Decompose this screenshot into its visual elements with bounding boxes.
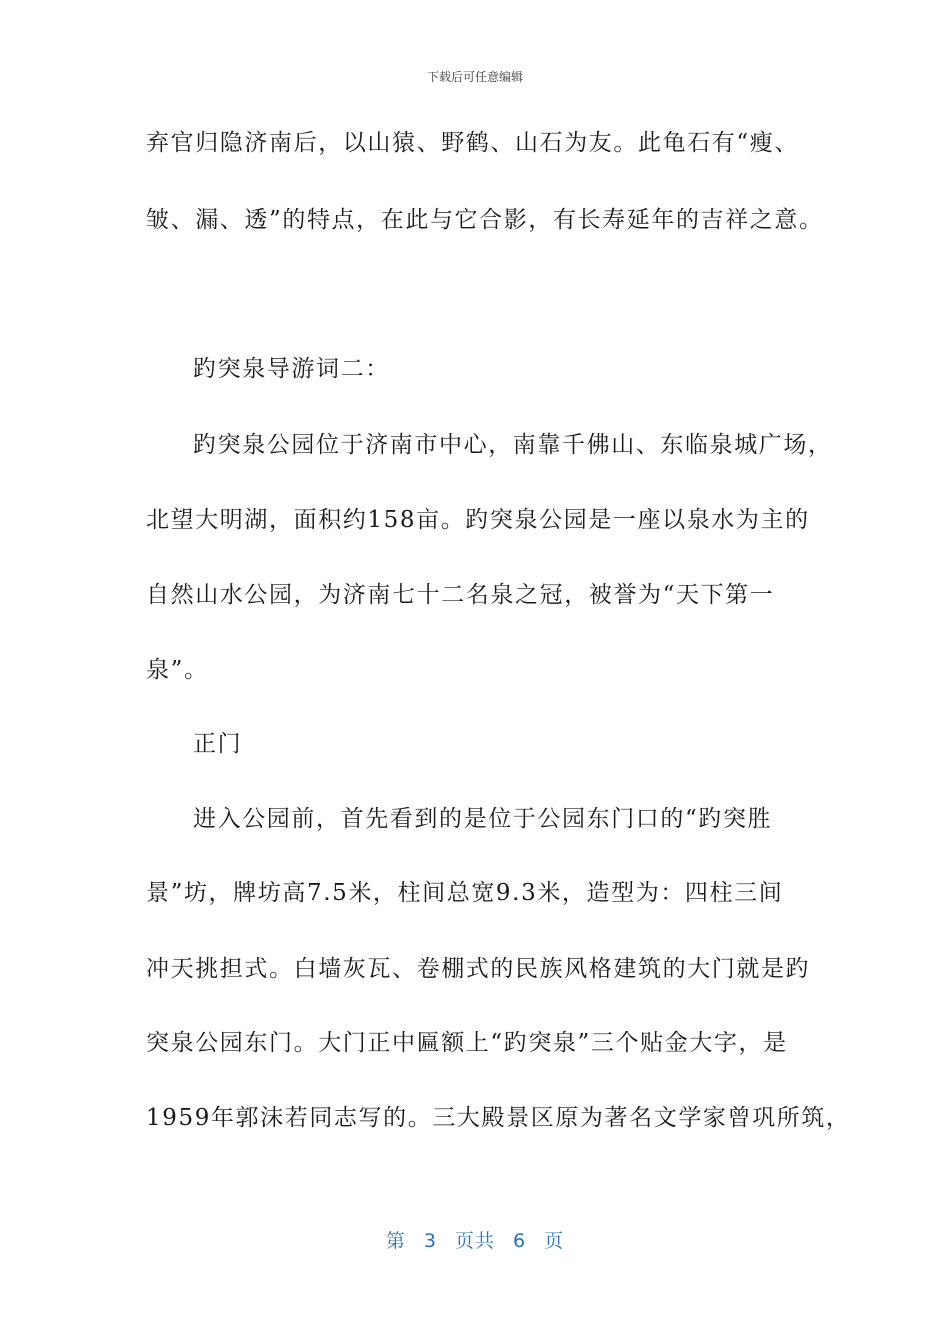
page-prefix: 第	[385, 1230, 406, 1252]
paragraph-line: 北望大明湖，面积约158亩。趵突泉公园是一座以泉水为主的	[146, 507, 810, 533]
section-heading: 趵突泉导游词二：	[193, 356, 390, 382]
current-page-number: 3	[423, 1230, 437, 1252]
paragraph-line: 趵突泉公园位于济南市中心，南靠千佛山、东临泉城广场，	[193, 432, 833, 458]
paragraph-line: 弃官归隐济南后，以山猿、野鹤、山石为友。此龟石有“瘦、	[146, 130, 799, 156]
header-note: 下载后可任意编辑	[426, 70, 523, 84]
paragraph-line: 1959年郭沫若同志写的。三大殿景区原为著名文学家曾巩所筑，	[146, 1105, 851, 1131]
subsection-heading: 正门	[193, 731, 243, 757]
paragraph-line: 突泉公园东门。大门正中匾额上“趵突泉”三个贴金大字，是	[146, 1030, 788, 1056]
paragraph-line: 皱、漏、透”的特点，在此与它合影，有长寿延年的吉祥之意。	[146, 207, 824, 233]
total-pages-number: 6	[513, 1230, 527, 1252]
paragraph-line: 自然山水公园，为济南七十二名泉之冠，被誉为“天下第一	[146, 582, 775, 608]
paragraph-line: 进入公园前，首先看到的是位于公园东门口的“趵突胜	[193, 806, 773, 832]
page-suffix: 页	[544, 1230, 565, 1252]
page-mid: 页共	[454, 1230, 495, 1252]
paragraph-line: 冲天挑担式。白墙灰瓦、卷棚式的民族风格建筑的大门就是趵	[146, 956, 811, 982]
page-footer	[0, 1226, 950, 1253]
paragraph-line: 景”坊，牌坊高7.5米，柱间总宽9.3米，造型为：四柱三间	[146, 880, 784, 906]
paragraph-line: 泉”。	[146, 657, 209, 683]
